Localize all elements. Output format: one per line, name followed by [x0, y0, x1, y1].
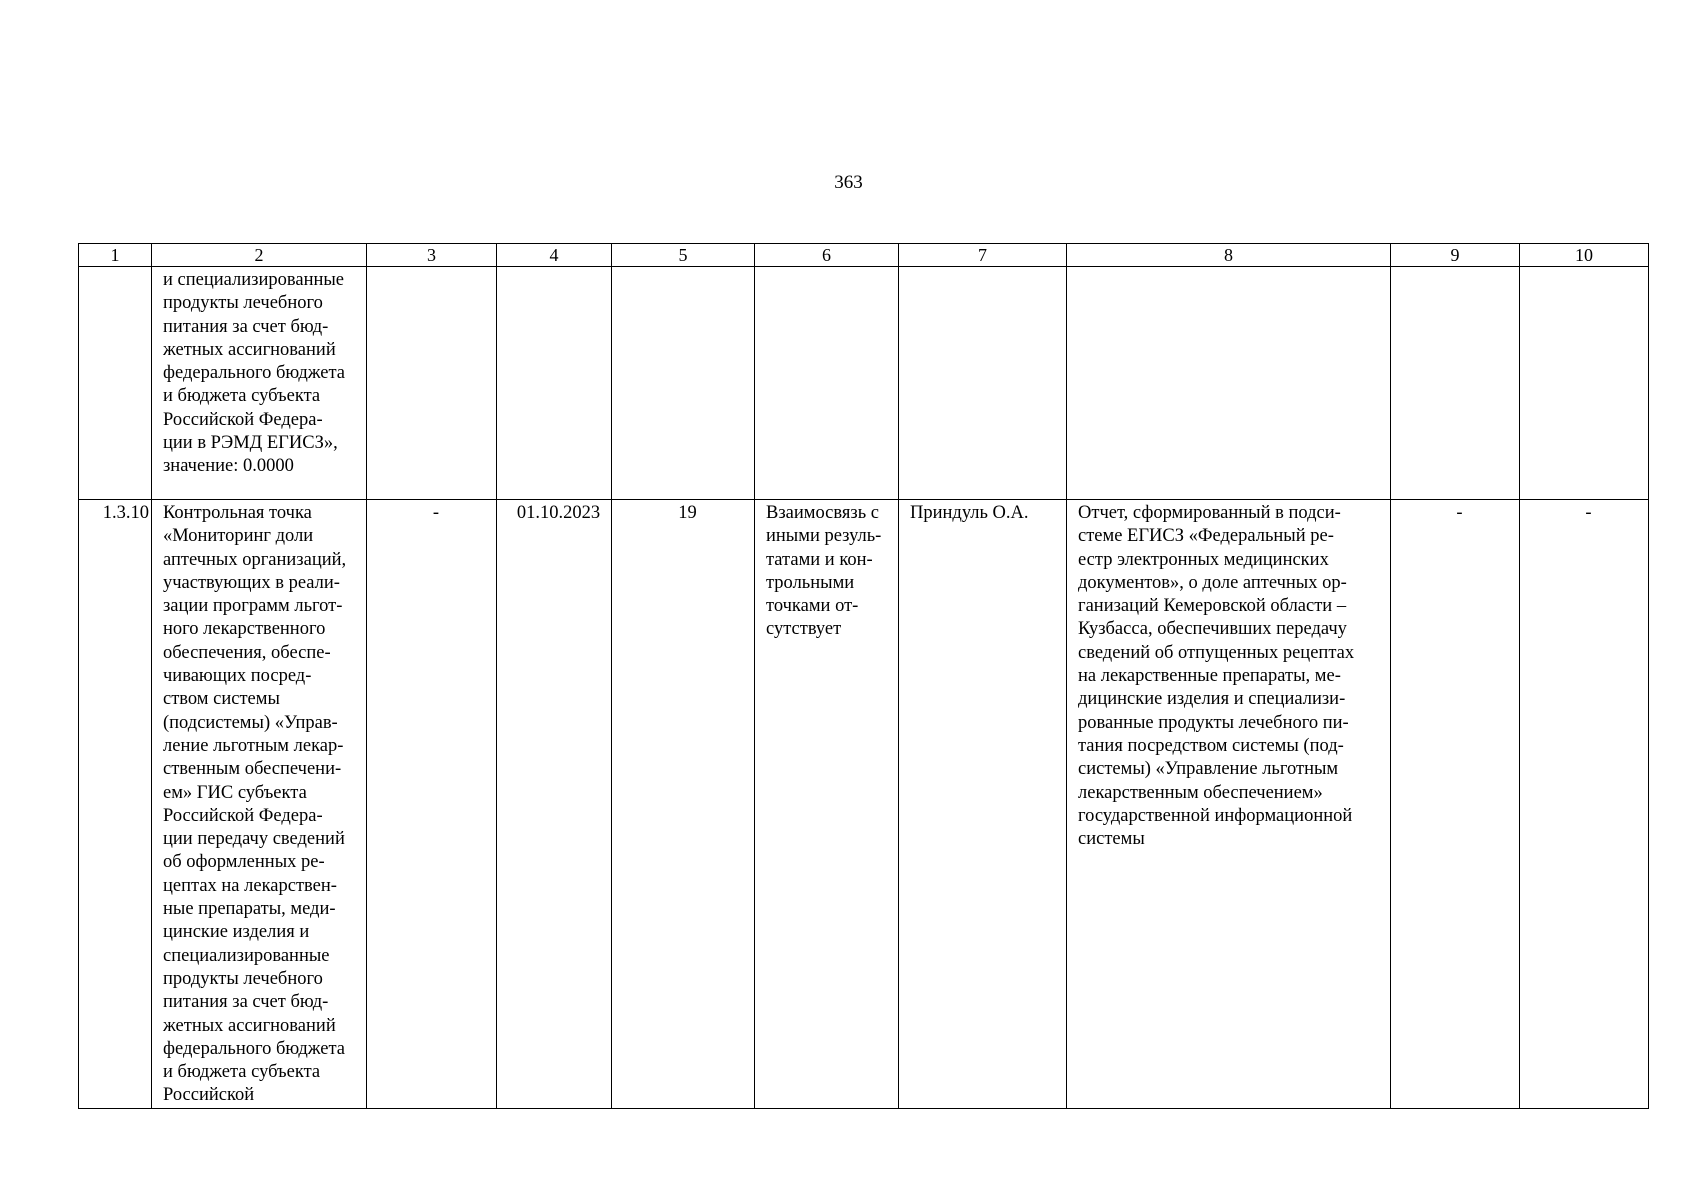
- report-cell: Отчет, сформированный в подси- стеме ЕГИСЗ «Федеральный ре- естр электронных медицинских документов», о доле аптечных ор- ганизаций Кемеровской области – Кузбасса, обеспечивших передачу сведений об отпущенных рецептах на лекарственные препараты, ме- дицинские изделия и специализи- рованные продукты лечебного пи- тания посредством системы (под- системы) «Управление льготным лекарственным обеспечением» государственной информационной системы: [1067, 500, 1391, 1109]
- row-number-cell: [79, 267, 152, 500]
- description-cell: и специализированные продукты лечебного питания за счет бюд- жетных ассигнований федерального бюджета и бюджета субъекта Российской Федера- ции в РЭМД ЕГИСЗ», значение: 0.0000: [152, 267, 367, 500]
- table-header-row: [79, 244, 1649, 267]
- column-header-6: 6: [755, 244, 899, 267]
- report-cell: [1067, 267, 1391, 500]
- column-10-cell: [1520, 267, 1649, 500]
- table-row: [79, 267, 1649, 500]
- code-cell: [612, 267, 755, 500]
- column-header-2: 2: [152, 244, 367, 267]
- start-date-cell: [367, 267, 497, 500]
- column-header-4: 4: [497, 244, 612, 267]
- document-table: [78, 243, 1649, 1109]
- responsible-cell: Приндуль О.А.: [899, 500, 1067, 1109]
- responsible-cell: [899, 267, 1067, 500]
- end-date-cell: 01.10.2023: [497, 500, 612, 1109]
- row-number-cell: 1.3.10: [79, 500, 152, 1109]
- column-9-cell: [1391, 267, 1520, 500]
- column-header-10: 10: [1520, 244, 1649, 267]
- code-cell: 19: [612, 500, 755, 1109]
- page-number: 363: [834, 172, 863, 193]
- relationship-cell: [755, 267, 899, 500]
- column-header-1: 1: [79, 244, 152, 267]
- column-9-cell: -: [1391, 500, 1520, 1109]
- end-date-cell: [497, 267, 612, 500]
- column-header-3: 3: [367, 244, 497, 267]
- table-row: [79, 500, 1649, 1109]
- column-header-5: 5: [612, 244, 755, 267]
- column-header-7: 7: [899, 244, 1067, 267]
- column-header-9: 9: [1391, 244, 1520, 267]
- description-cell: Контрольная точка «Мониторинг доли аптечных организаций, участвующих в реали- зации программ льгот- ного лекарственного обеспечения, обеспе- чивающих посред- ством системы (подсистемы) «Управ- ление льготным лекар- ственным обеспечени- ем» ГИС субъекта Российской Федера- ции передачу сведений об оформленных ре- цептах на лекарствен- ные препараты, меди- цинские изделия и специализированные продукты лечебного питания за счет бюд- жетных ассигнований федерального бюджета и бюджета субъекта Российской: [152, 500, 367, 1109]
- column-header-8: 8: [1067, 244, 1391, 267]
- column-10-cell: -: [1520, 500, 1649, 1109]
- relationship-cell: Взаимосвязь с иными резуль- татами и кон- трольными точками от- сутствует: [755, 500, 899, 1109]
- start-date-cell: -: [367, 500, 497, 1109]
